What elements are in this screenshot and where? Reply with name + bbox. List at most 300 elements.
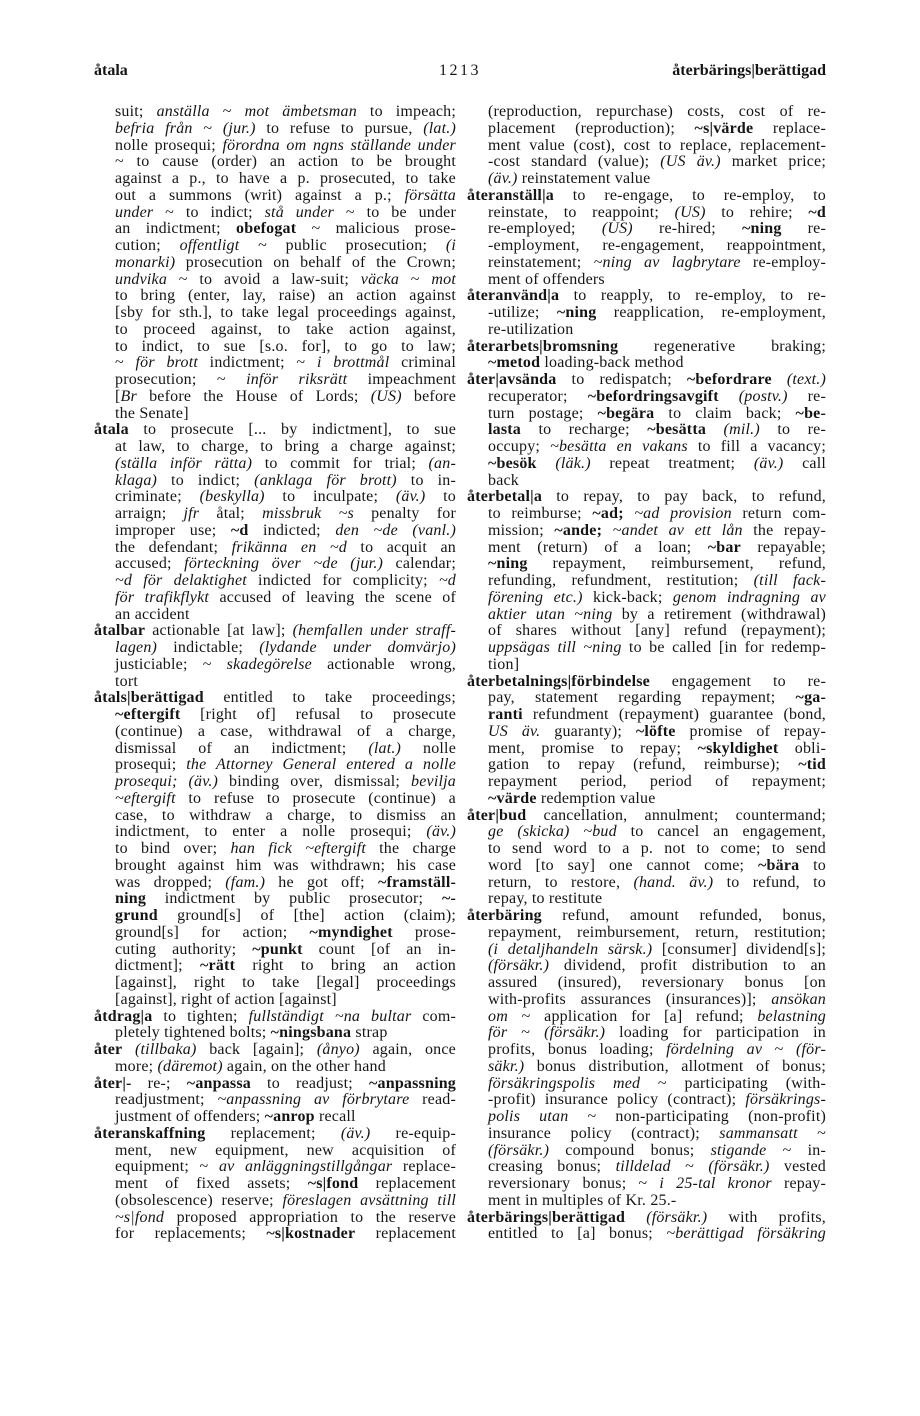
entry-line [467, 255, 826, 272]
text-run: again, once [359, 1042, 456, 1058]
entry-line [467, 975, 826, 992]
entry-line [94, 355, 456, 372]
entry-line [94, 640, 456, 657]
text-run: ~ to be under [334, 204, 456, 221]
italic-phrase: (försäkr.) [544, 1025, 606, 1042]
text-run: back [again]; [196, 1042, 317, 1058]
text-run: brought against him was withdrawn; his case [115, 857, 456, 874]
bold-term: ~s|värde [694, 120, 754, 137]
italic-phrase: (text.) [786, 372, 826, 388]
bold-term: ~ning [556, 305, 597, 321]
entry-line [94, 891, 456, 908]
entry-line [94, 925, 456, 942]
italic-phrase: (däremot) [157, 1058, 223, 1075]
text-run: case, to withdraw a charge, to dismiss an [115, 807, 456, 824]
text-run: profits, bonus loading; [488, 1042, 667, 1058]
text-run: equipment; ~ [115, 1159, 219, 1176]
italic-phrase: (an- [428, 455, 456, 472]
text-run: to reapply, to re-employ, to re- [559, 288, 826, 305]
text-run: ~ [762, 1042, 796, 1058]
entry-line [94, 389, 456, 406]
text-run: to re-engage, to re-employ, to [554, 187, 826, 204]
italic-phrase: belastning [757, 1008, 826, 1025]
text-run: repeat treatment; [590, 455, 754, 472]
text-run: obli- [778, 740, 826, 757]
italic-phrase: ~besätta en vakans [550, 439, 688, 455]
entry-line [467, 1176, 826, 1193]
text-run: creasing bonus; [488, 1159, 616, 1176]
headword: åtala [94, 422, 129, 439]
headword: återanställ|a [467, 187, 554, 204]
italic-phrase: ge (skicka) ~bud [488, 824, 617, 841]
text-run: at law, to charge, to bring a charge against; [115, 439, 456, 455]
text-run: reinstate, to reappoint; [488, 204, 675, 221]
entry-line [467, 741, 826, 758]
italic-phrase: (äv.) [426, 824, 456, 841]
bold-term: ~befordrare [686, 372, 772, 388]
entry-line [94, 473, 456, 490]
bold-term: ~ande; [554, 522, 603, 539]
italic-phrase: (äv.) [340, 1125, 371, 1142]
entry-line [94, 757, 456, 774]
italic-phrase: polis utan [488, 1109, 569, 1125]
entry-line [94, 288, 456, 305]
text-run: re-utilization [488, 321, 574, 338]
text-run: proposed appropriation to the reserve [164, 1209, 456, 1226]
entry-line [94, 171, 456, 188]
entry-line [94, 657, 456, 674]
italic-phrase: av anläggningstillgångar [218, 1159, 393, 1176]
entry-line [467, 707, 826, 724]
italic-phrase: (hand. äv.) [633, 874, 714, 891]
text-run: calendar; [383, 556, 456, 573]
italic-phrase: (äv.) [488, 171, 518, 187]
entry-line [467, 1226, 826, 1243]
text-run: return com- [731, 506, 826, 522]
text-run: [against], right to take [legal] proceedings [115, 975, 456, 991]
italic-phrase: prosequi; (äv.) [115, 774, 219, 790]
entry-line [467, 406, 826, 423]
text-run: refundment (repayment) guarantee (bond, [522, 707, 826, 723]
italic-phrase: (till fack- [753, 573, 826, 589]
entry-line [467, 1210, 826, 1227]
italic-phrase: (anklaga för brott) [254, 472, 397, 489]
dictionary-entry [467, 288, 826, 338]
entry-line [467, 607, 826, 624]
text-run: refund, amount refunded, bonus, [541, 908, 826, 924]
entry-line [94, 1210, 456, 1227]
entry-line [467, 1025, 826, 1042]
text-run: readjustment; [115, 1092, 218, 1109]
entry-line [467, 623, 826, 640]
text-run: to rehire; [705, 204, 809, 221]
italic-phrase: (fam.) [225, 874, 266, 891]
italic-phrase: fullständigt ~na bultar [248, 1008, 412, 1025]
italic-phrase: ~anpassning av förbrytare [217, 1092, 410, 1109]
text-run: to cancel an engagement, [616, 824, 826, 841]
italic-phrase: genom indragning av [672, 589, 826, 606]
text-run: the Senate] [115, 405, 189, 422]
entry-line [94, 841, 456, 858]
bold-term: ~framställ- [377, 874, 456, 891]
text-run: repayable; [740, 539, 826, 556]
text-run: nolle prosequi; [115, 137, 223, 154]
text-run: placement (reproduction); [488, 120, 695, 137]
italic-phrase: ~ning av lagbrytare [593, 254, 741, 271]
italic-phrase: (äv.) [753, 455, 784, 472]
text-run: nolle [401, 740, 456, 757]
entry-line [94, 540, 456, 557]
text-run: regenerative braking; [618, 338, 826, 355]
text-run: accused; [115, 556, 185, 573]
text-run: ment, promise to repay; [488, 740, 698, 757]
italic-phrase: offentligt [179, 238, 240, 254]
text-run: ~ public prosecution; [239, 238, 446, 254]
headword: återarbets|bromsning [467, 338, 619, 355]
italic-phrase: försäkringspolis med [488, 1075, 641, 1092]
right-guide-word: återbärings|berättigad [672, 62, 826, 79]
entry-line [467, 791, 826, 808]
entry-line [467, 1143, 826, 1160]
italic-phrase: (i [445, 238, 456, 254]
entry-line [467, 690, 826, 707]
text-run: re-; [131, 1075, 187, 1092]
entry-line [467, 121, 826, 138]
text-run: re-employ- [740, 254, 826, 271]
italic-phrase: ~andet av ett lån [612, 522, 743, 539]
entry-line [467, 288, 826, 305]
entry-line [94, 791, 456, 808]
text-run: to send word to a p. not to come; to send [488, 841, 826, 857]
text-run: to fill a vacancy; [687, 439, 826, 455]
text-run: repayment period, period of repayment; [488, 774, 826, 790]
entry-line [94, 1076, 456, 1093]
right-column [467, 104, 826, 1243]
bold-term: ~ning [741, 221, 782, 238]
italic-phrase: (för- [795, 1042, 826, 1058]
text-run: redemption value [536, 790, 656, 807]
text-run: pletely tightened bolts; [115, 1025, 271, 1042]
bold-term: ~metod [488, 355, 541, 372]
bold-term: ~ning [488, 556, 528, 573]
italic-phrase: (äv.) [395, 489, 426, 506]
italic-phrase: missbruk ~s [262, 506, 354, 522]
text-run: prosequi; [115, 757, 187, 774]
text-run: recuperator; [488, 388, 588, 405]
text-run: vested [769, 1159, 826, 1176]
entry-line [94, 121, 456, 138]
text-run: market price; [720, 154, 826, 171]
italic-phrase: ~ad provision [634, 506, 732, 522]
italic-phrase: mot ämbetsman [244, 104, 357, 120]
italic-phrase: (jur.) [222, 120, 256, 137]
entry-line [94, 774, 456, 791]
italic-phrase: den ~de (vanl.) [335, 522, 456, 539]
text-run: again, on the other hand [222, 1058, 386, 1075]
entry-line [94, 489, 456, 506]
running-header [94, 61, 826, 81]
entry-line [467, 824, 826, 841]
entry-line [467, 205, 826, 222]
entry-line [94, 1009, 456, 1026]
text-run: to refuse to pursue, [255, 120, 424, 137]
text-run: suit; [115, 104, 157, 120]
text-run: reinstatement; [488, 254, 594, 271]
text-run: ~ participating (with- [640, 1075, 826, 1092]
text-run: kick-back; [582, 589, 673, 606]
headword: återbetal|a [467, 489, 543, 506]
text-run: with-profits assurances (insurances)]; [488, 991, 772, 1008]
text-run: dividend, profit distribution to an [549, 958, 826, 975]
text-run: against a p., to have a p. prosecuted, to take [115, 171, 456, 187]
italic-phrase: (försäkr.) [488, 1142, 550, 1159]
italic-phrase: (US äv.) [660, 154, 721, 171]
entry-line [94, 506, 456, 523]
italic-phrase: stå under [264, 204, 335, 221]
text-run: for replacements; [115, 1226, 267, 1243]
entry-line [467, 154, 826, 171]
text-run: justment of offenders; [115, 1109, 265, 1125]
text-run: dictment]; [115, 958, 201, 975]
entry-line [467, 808, 826, 825]
entry-line [94, 824, 456, 841]
text-run: ~ [797, 1125, 826, 1142]
italic-phrase: ~eftergift [115, 790, 176, 807]
text-run: com- [411, 1008, 456, 1025]
dictionary-entry [94, 1042, 456, 1076]
entry-line [94, 607, 456, 624]
entry-line [467, 573, 826, 590]
text-run: indictable; [157, 640, 260, 656]
dictionary-entry [467, 908, 826, 1210]
italic-phrase: försäkrings- [745, 1092, 826, 1109]
text-run: accused of leaving the scene of [209, 589, 456, 606]
entry-line [467, 389, 826, 406]
italic-phrase: lagen) [115, 640, 158, 656]
italic-phrase: för [488, 1025, 508, 1042]
entry-line [467, 891, 826, 908]
entry-line [94, 1109, 456, 1126]
italic-phrase: klaga) [115, 472, 158, 489]
text-run: [ [115, 388, 121, 405]
text-run: prosecution; ~ [115, 372, 247, 388]
headword: åtals|berättigad [94, 690, 204, 707]
text-run: replace- [753, 120, 826, 137]
text-run: he got off; [265, 874, 378, 891]
text-run: to readjust; [250, 1075, 369, 1092]
italic-phrase: under [115, 204, 154, 221]
text-run: ment value (cost), cost to replace, replacement- [488, 137, 826, 154]
dictionary-entry [94, 104, 456, 422]
text-run: with profits, [707, 1209, 826, 1226]
entry-line [467, 188, 826, 205]
text-run: to be called [in for redemp- [621, 640, 826, 656]
dictionary-entry [467, 489, 826, 673]
text-run: right to bring an action [235, 958, 456, 975]
text-run: re-employed; [488, 221, 602, 238]
text-run: reversionary bonus; ~ [488, 1176, 660, 1192]
text-run: ~ to avoid a law-suit; [167, 271, 361, 288]
entry-line [467, 1092, 826, 1109]
text-run: to bind over; [115, 841, 231, 857]
bold-term: ~be- [795, 405, 826, 422]
entry-line [94, 724, 456, 741]
entry-line [94, 975, 456, 992]
entry-line [94, 1092, 456, 1109]
text-run: justiciable; ~ [115, 656, 227, 673]
entry-line [94, 958, 456, 975]
entry-line [94, 992, 456, 1009]
dictionary-entry [94, 1076, 456, 1126]
entry-line [467, 908, 826, 925]
entry-line [467, 556, 826, 573]
text-run: an accident [115, 606, 190, 623]
text-run: to refuse to prosecute (continue) a [175, 790, 456, 807]
italic-phrase: försätta [404, 187, 456, 204]
text-run: criminal [389, 355, 456, 372]
entry-line [94, 623, 456, 640]
italic-phrase: (mil.) [723, 422, 760, 439]
text-run: to tighten; [152, 1008, 249, 1025]
text-run: indicted for complicity; [246, 573, 439, 589]
text-run: occupy; [488, 439, 551, 455]
entry-line [94, 305, 456, 322]
italic-phrase: (US) [674, 204, 706, 221]
entry-line [467, 439, 826, 456]
italic-phrase: föreslagen avsättning till [282, 1192, 456, 1209]
entry-line [94, 1143, 456, 1160]
italic-phrase: (US) [370, 388, 402, 405]
italic-phrase: (i detaljhandeln särsk.) [488, 941, 653, 958]
entry-line [467, 305, 826, 322]
bold-term: ~d [808, 204, 826, 221]
bold-term: ~s|kostnader [266, 1226, 356, 1243]
entry-line [467, 1109, 826, 1126]
text-run: out a summons (writ) against a p.; [115, 187, 405, 204]
entry-line [467, 540, 826, 557]
italic-phrase: frikänna en ~d [231, 539, 347, 556]
entry-line [94, 1025, 456, 1042]
text-run: improper use; [115, 522, 231, 539]
text-run: insurance policy (contract); [488, 1125, 720, 1142]
text-run [624, 506, 635, 522]
entry-line [467, 958, 826, 975]
bold-term: ~löfte [635, 723, 676, 740]
dictionary-entry [94, 422, 456, 623]
bold-term: ~anrop [264, 1109, 315, 1125]
italic-phrase: befria från [115, 120, 193, 137]
text-run: ment of fixed assets; [115, 1176, 308, 1192]
entry-line [94, 556, 456, 573]
bold-term: obefogat [236, 221, 297, 238]
text-run: assured (insured), reversionary bonus [on [488, 975, 826, 991]
text-run: refunding, refundment, restitution; [488, 573, 754, 589]
entry-line [467, 1193, 826, 1210]
bold-term: ~s|fond [307, 1176, 359, 1192]
entry-line [94, 808, 456, 825]
text-run: åtal; [199, 506, 263, 522]
entry-line [94, 205, 456, 222]
bold-term: ~tid [798, 757, 826, 774]
page-number: 1213 [439, 62, 481, 79]
bold-term: ~anpassning [369, 1075, 456, 1092]
italic-phrase: förordna om ngns ställande under [222, 137, 456, 154]
text-run: replacement [355, 1226, 456, 1243]
text-run: ~ application for [a] refund; [507, 1008, 758, 1025]
text-run: ~ non-participating (non-profit) [568, 1109, 826, 1125]
italic-phrase: undvika [115, 271, 168, 288]
text-run: ground[s] of [the] action (claim); [157, 908, 456, 924]
text-run: strap [351, 1025, 388, 1042]
entry-line [467, 506, 826, 523]
text-run: penalty for [353, 506, 456, 522]
italic-phrase: Br [120, 388, 137, 405]
entry-line [467, 523, 826, 540]
entry-line [467, 657, 826, 674]
bold-term: ~besök [488, 455, 537, 472]
headword: återanvänd|a [467, 288, 560, 305]
entry-line [94, 138, 456, 155]
entry-line [467, 841, 826, 858]
text-run: to bring (enter, lay, raise) an action against [115, 288, 456, 305]
text-run: [consumer] dividend[s]; [652, 941, 826, 958]
text-run: repayment, reimbursement, refund, [527, 556, 826, 573]
entry-line [467, 171, 826, 188]
italic-phrase: uppsägas till ~ning [488, 640, 622, 656]
text-run [772, 372, 787, 388]
entry-line [467, 1076, 826, 1093]
italic-phrase: the Attorney General entered a nolle [186, 757, 456, 774]
entry-line [94, 908, 456, 925]
entry-line [467, 1126, 826, 1143]
text-run: ment (return) of a loan; [488, 539, 708, 556]
text-run: -employment, re-engagement, reappointment, [488, 238, 826, 254]
italic-phrase: väcka [360, 271, 400, 288]
italic-phrase: (beskylla) [199, 489, 265, 506]
dictionary-entry [467, 372, 826, 489]
bold-term: ~eftergift [115, 707, 181, 723]
text-run [706, 422, 723, 438]
text-run: read- [409, 1092, 456, 1109]
text-run: [right of] refusal to prosecute [180, 707, 456, 723]
text-run: engagement to re- [649, 673, 826, 690]
text-run: cution; [115, 238, 180, 254]
text-run: back [488, 472, 520, 489]
entry-line [467, 1059, 826, 1076]
bold-term: ning [115, 891, 147, 908]
text-run: guaranty); [540, 723, 636, 740]
headword: åtalbar [94, 623, 146, 640]
text-run: re-equip- [370, 1125, 456, 1142]
entry-line [94, 422, 456, 439]
entry-line [467, 355, 826, 372]
entry-line [94, 339, 456, 356]
dictionary-entry [94, 623, 456, 690]
text-run: the defendant; [115, 539, 232, 556]
italic-phrase: för trafikflykt [115, 589, 210, 606]
entry-line [467, 590, 826, 607]
italic-phrase: stigande [710, 1142, 767, 1159]
italic-phrase: i brottmål [316, 355, 390, 372]
bold-term: ~skyldighet [697, 740, 779, 757]
italic-phrase: aktier utan ~ning [488, 606, 613, 623]
entry-line [94, 875, 456, 892]
headword: åter|- [94, 1075, 132, 1092]
italic-phrase: ~s|fond [115, 1209, 165, 1226]
text-run: ~ [399, 271, 432, 288]
entry-line [94, 188, 456, 205]
text-run: compound bonus; [549, 1142, 711, 1159]
